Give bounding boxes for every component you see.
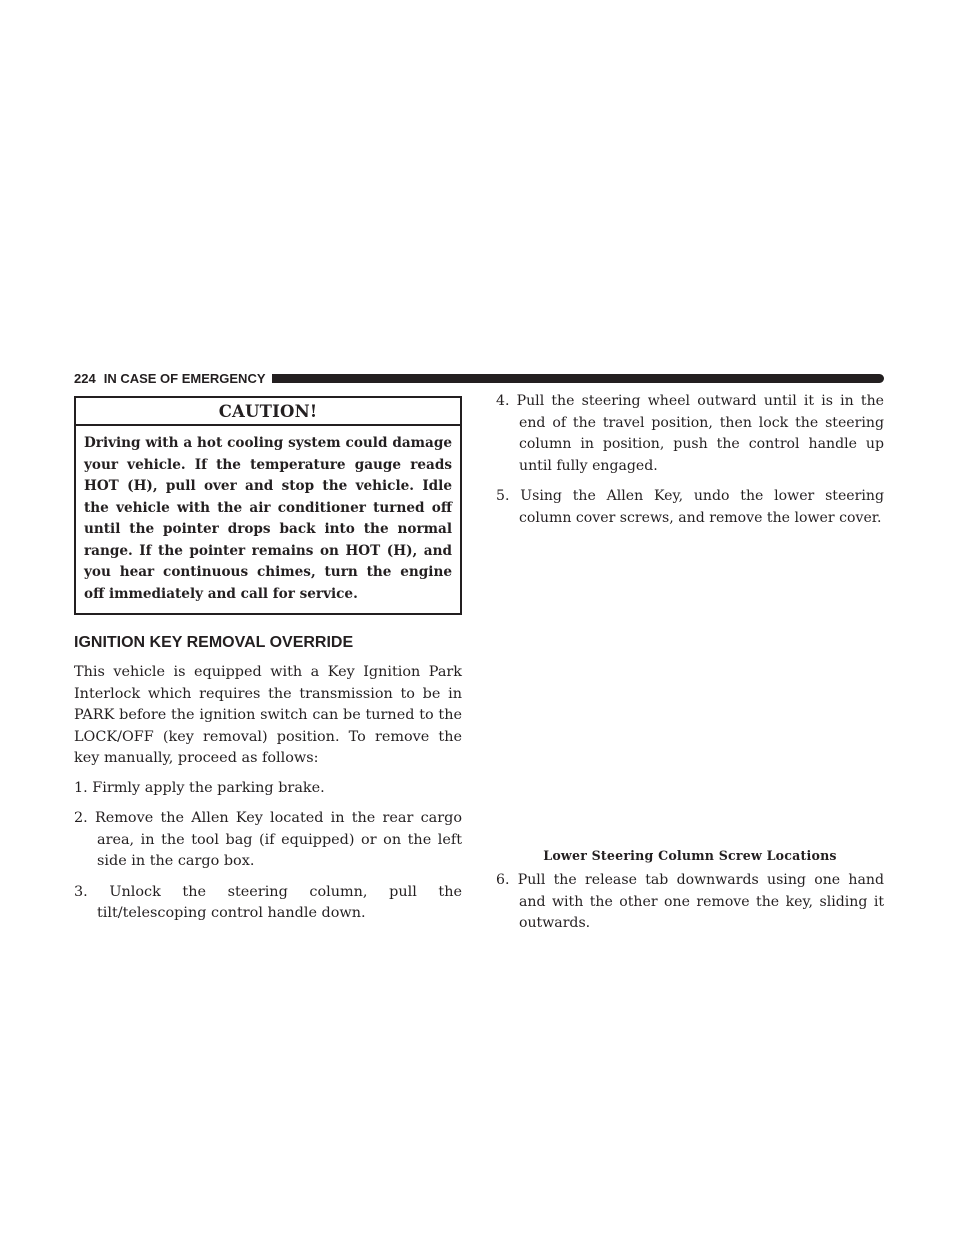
- figure-placeholder: [496, 538, 884, 838]
- step-1: 1. Firmly apply the parking brake.: [74, 779, 325, 796]
- step-2: 2. Remove the Allen Key located in the rear cargo area, in the tool bag (if equipped) or on the left side in the cargo box.: [74, 810, 462, 869]
- caution-title: CAUTION!: [76, 398, 460, 426]
- caution-box: [74, 396, 462, 615]
- right-column: [496, 391, 884, 944]
- intro-paragraph: This vehicle is equipped with a Key Ignition Park Interlock which requires the transmission to be in PARK before the ignition switch can be turned to the LOCK/OFF (key removal) position. To remove the key manually, proceed as follows:: [74, 664, 462, 766]
- caution-text: Driving with a hot cooling system could damage your vehicle. If the temperature gauge reads HOT (H), pull over and stop the vehicle. Idle the vehicle with the air conditioner turned off until the pointer drops back into the normal range. If the pointer remains on HOT (H), and you hear continuous chimes, turn the engine off immediately and call for service.: [84, 435, 452, 602]
- page-header: [74, 368, 884, 388]
- section-heading: IGNITION KEY REMOVAL OVERRIDE: [74, 634, 354, 651]
- step-5: 5. Using the Allen Key, undo the lower steering column cover screws, and remove the lower cover.: [496, 488, 884, 526]
- figure-caption: Lower Steering Column Screw Locations: [543, 848, 837, 863]
- left-column: [74, 396, 462, 934]
- step-3: 3. Unlock the steering column, pull the tilt/telescoping control handle down.: [74, 883, 462, 921]
- step-4: 4. Pull the steering wheel outward until it is in the end of the travel position, then lock the steering column in position, push the control handle up until fully engaged.: [496, 393, 884, 474]
- step-6: 6. Pull the release tab downwards using one hand and with the other one remove the key, sliding it outwards.: [496, 872, 884, 931]
- page-number: 224: [74, 370, 96, 386]
- section-title: IN CASE OF EMERGENCY: [103, 370, 266, 386]
- header-rule: [272, 374, 885, 383]
